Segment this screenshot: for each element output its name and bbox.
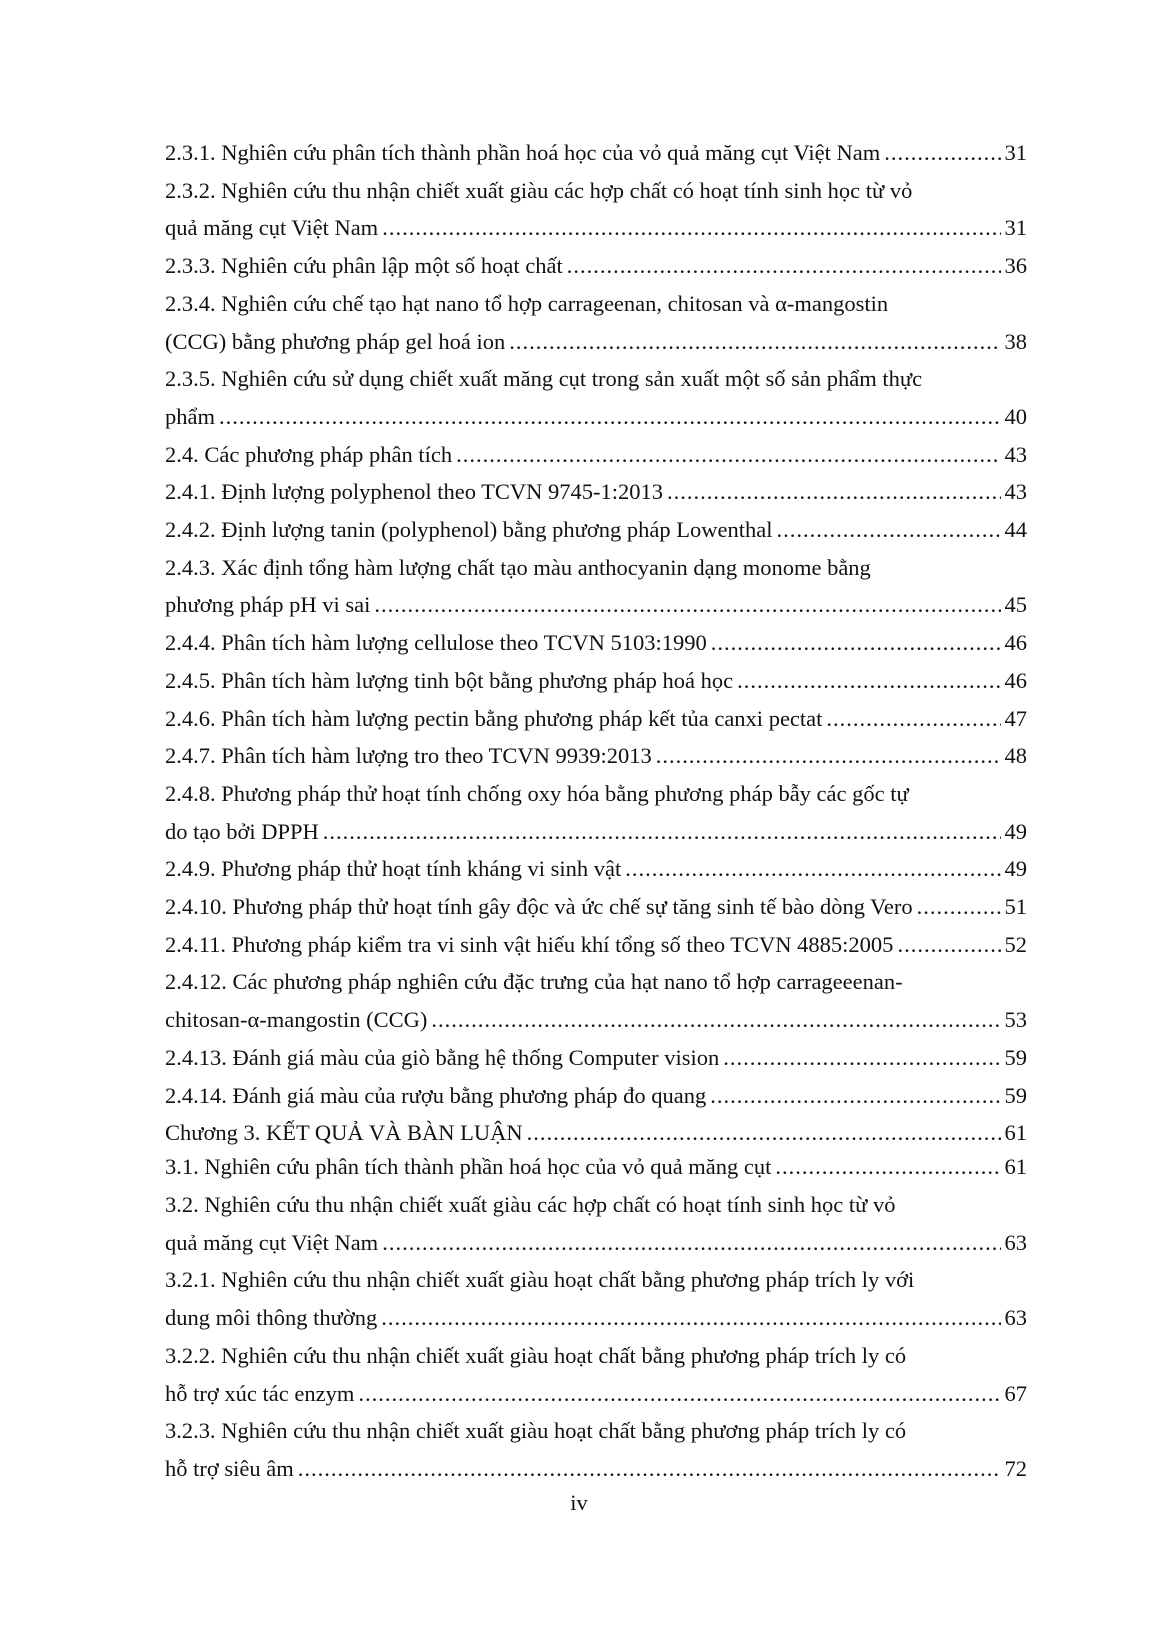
toc-entry-title-line: quả măng cụt Việt Nam — [165, 215, 379, 241]
dot-leader — [723, 1039, 1000, 1077]
toc-entry-title-line: 2.4.2. Định lượng tanin (polyphenol) bằng phương pháp Lowenthal — [165, 517, 773, 543]
toc-entry-title-line: phẩm — [165, 403, 215, 429]
toc-page-number: 67 — [1004, 1380, 1027, 1406]
toc-entry-title-line: 2.3.4. Nghiên cứu chế tạo hạt nano tổ hợp carrageenan, chitosan và α-mangostin — [165, 290, 889, 316]
toc-entry[interactable] — [165, 1412, 1027, 1487]
toc-entry-line — [165, 398, 1027, 436]
toc-entry-line — [165, 1001, 1027, 1039]
toc-page-number: 43 — [1004, 479, 1027, 505]
toc-entry-title-line: 2.4.12. Các phương pháp nghiên cứu đặc trưng của hạt nano tổ hợp carrageeenan- — [165, 969, 903, 995]
toc-entry-title-line: hỗ trợ xúc tác enzym — [165, 1380, 355, 1406]
toc-entry[interactable] — [165, 926, 1027, 964]
toc-entry-line — [165, 888, 1027, 926]
toc-entry-line — [165, 586, 1027, 624]
toc-page-number: 31 — [1004, 215, 1027, 241]
toc-entry-title-line: 2.4.1. Định lượng polyphenol theo TCVN 9745-1:2013 — [165, 479, 664, 505]
toc-entry-line — [165, 209, 1027, 247]
toc-entry-title-line: (CCG) bằng phương pháp gel hoá ion — [165, 328, 506, 354]
toc-entry[interactable] — [165, 1039, 1027, 1077]
toc-entry[interactable] — [165, 285, 1027, 360]
toc-entry[interactable] — [165, 1261, 1027, 1336]
dot-leader — [509, 323, 1000, 361]
toc-entry-title-line: phương pháp pH vi sai — [165, 592, 371, 618]
toc-page-number: 61 — [1004, 1154, 1027, 1180]
dot-leader — [382, 209, 1000, 247]
toc-entry-line — [165, 926, 1027, 964]
dot-leader — [775, 1148, 1000, 1186]
toc-entry-title-line: 2.4.13. Đánh giá màu của giò bằng hệ thống Computer vision — [165, 1044, 720, 1070]
toc-entry-line — [165, 813, 1027, 851]
toc-entry-title-line: dung môi thông thường — [165, 1305, 378, 1331]
toc-page-number: 51 — [1004, 894, 1027, 920]
toc-entry[interactable] — [165, 1148, 1027, 1186]
toc-entry[interactable] — [165, 360, 1027, 435]
toc-entry-title-line: chitosan-α-mangostin (CCG) — [165, 1007, 428, 1033]
dot-leader — [667, 473, 1000, 511]
dot-leader — [298, 1450, 1001, 1488]
toc-page-number: 31 — [1004, 140, 1027, 165]
toc-entry-title-line: 2.4.9. Phương pháp thử hoạt tính kháng vi sinh vật — [165, 856, 622, 882]
dot-leader — [567, 247, 1001, 285]
toc-entry[interactable] — [165, 775, 1027, 850]
dot-leader — [776, 511, 1000, 549]
dot-leader — [358, 1375, 1000, 1413]
toc-page-number: 49 — [1004, 856, 1027, 882]
toc-page-number: 36 — [1004, 253, 1027, 279]
toc-page-number: 46 — [1004, 630, 1027, 656]
toc-entry-line — [165, 1375, 1027, 1413]
toc-entry-line — [165, 1299, 1027, 1337]
dot-leader — [381, 1299, 1000, 1337]
toc-entry-title-line: 2.4.5. Phân tích hàm lượng tinh bột bằng phương pháp hoá học — [165, 667, 734, 693]
toc-entry-title-line: do tạo bởi DPPH — [165, 818, 319, 844]
toc-page-number: 72 — [1004, 1455, 1027, 1481]
dot-leader — [527, 1118, 1001, 1148]
toc-page-number: 63 — [1004, 1229, 1027, 1255]
toc-entry[interactable] — [165, 888, 1027, 926]
toc-page-number: 40 — [1004, 403, 1027, 429]
toc-entry-title-line: 2.4.8. Phương pháp thử hoạt tính chống oxy hóa bằng phương pháp bẫy các gốc tự — [165, 780, 909, 806]
toc-entry[interactable] — [165, 473, 1027, 511]
toc-entry-title-line: 2.3.1. Nghiên cứu phân tích thành phần hoá học của vỏ quả măng cụt Việt Nam — [165, 140, 881, 165]
toc-page-number: 61 — [1004, 1120, 1027, 1146]
toc-entry-line — [165, 473, 1027, 511]
toc-entry[interactable] — [165, 549, 1027, 624]
toc-entry-line — [165, 737, 1027, 775]
toc-page-number: 43 — [1004, 441, 1027, 467]
dot-leader — [737, 662, 1000, 700]
toc-entry-title-line: 2.4.7. Phân tích hàm lượng tro theo TCVN 9939:2013 — [165, 743, 652, 769]
toc-page-number: 38 — [1004, 328, 1027, 354]
dot-leader — [897, 926, 1000, 964]
toc-entry-title-line: 2.4.14. Đánh giá màu của rượu bằng phương pháp đo quang — [165, 1082, 707, 1108]
toc-page-number: 47 — [1004, 705, 1027, 731]
toc-entry[interactable] — [165, 624, 1027, 662]
toc-entry[interactable] — [165, 700, 1027, 738]
toc-entry[interactable] — [165, 963, 1027, 1038]
dot-leader — [710, 1077, 1000, 1115]
toc-entry[interactable] — [165, 737, 1027, 775]
toc-page-number: 44 — [1004, 517, 1027, 543]
toc-entry-title-line: 2.4.11. Phương pháp kiểm tra vi sinh vật hiếu khí tổng số theo TCVN 4885:2005 — [165, 931, 894, 957]
toc-entry-title-line: Chương 3. KẾT QUẢ VÀ BÀN LUẬN — [165, 1120, 523, 1146]
toc-entry[interactable] — [165, 850, 1027, 888]
toc-entry-title-line: 2.4.4. Phân tích hàm lượng cellulose theo TCVN 5103:1990 — [165, 630, 707, 656]
toc-entry[interactable] — [165, 1077, 1027, 1115]
toc-entry-line — [165, 624, 1027, 662]
toc-page-number: 49 — [1004, 818, 1027, 844]
toc-entry-title-line: 2.4.10. Phương pháp thử hoạt tính gây độc và ức chế sự tăng sinh tế bào dòng Vero — [165, 894, 913, 920]
toc-entry-line — [165, 850, 1027, 888]
toc-page-number: 59 — [1004, 1044, 1027, 1070]
toc-entry-title-line: 3.2.2. Nghiên cứu thu nhận chiết xuất giàu hoạt chất bằng phương pháp trích ly có — [165, 1342, 907, 1368]
toc-entry[interactable] — [165, 436, 1027, 474]
dot-leader — [656, 737, 1001, 775]
toc-entry-line — [165, 662, 1027, 700]
toc-entry-line — [165, 1039, 1027, 1077]
dot-leader — [625, 850, 1000, 888]
toc-entry-line — [165, 436, 1027, 474]
toc-entry-line — [165, 1224, 1027, 1262]
toc-entry[interactable] — [165, 1118, 1027, 1148]
toc-entry-title-line: hỗ trợ siêu âm — [165, 1455, 294, 1481]
toc-entry-title-line: 2.3.3. Nghiên cứu phân lập một số hoạt chất — [165, 253, 563, 279]
toc-entry[interactable] — [165, 134, 1027, 172]
toc-entry-title-line: 2.4. Các phương pháp phân tích — [165, 441, 453, 467]
toc-entry-title-line: 3.2. Nghiên cứu thu nhận chiết xuất giàu các hợp chất có hoạt tính sinh học từ vỏ — [165, 1191, 896, 1217]
toc-entry[interactable] — [165, 1186, 1027, 1261]
toc-page-number: 46 — [1004, 667, 1027, 693]
toc-entry[interactable] — [165, 172, 1027, 247]
toc-entry-title-line: 3.2.3. Nghiên cứu thu nhận chiết xuất giàu hoạt chất bằng phương pháp trích ly có — [165, 1418, 907, 1444]
toc-entry-line — [165, 1077, 1027, 1115]
toc-entry-title-line: quả măng cụt Việt Nam — [165, 1229, 379, 1255]
toc-entry-line — [165, 700, 1027, 738]
dot-leader — [382, 1224, 1000, 1262]
dot-leader — [917, 888, 1001, 926]
toc-entry-line — [165, 1118, 1027, 1148]
toc-entry-line — [165, 323, 1027, 361]
toc-entry[interactable] — [165, 662, 1027, 700]
toc-page-number: 48 — [1004, 743, 1027, 769]
toc-entry-line — [165, 1450, 1027, 1488]
toc-page-number: 63 — [1004, 1305, 1027, 1331]
toc-page-number: 52 — [1004, 931, 1027, 957]
toc-entry-line — [165, 134, 1027, 172]
toc-entry-title-line: 2.4.6. Phân tích hàm lượng pectin bằng phương pháp kết tủa canxi pectat — [165, 705, 823, 731]
dot-leader — [323, 813, 1001, 851]
toc-entry-line — [165, 1148, 1027, 1186]
toc-entry[interactable] — [165, 247, 1027, 285]
toc-page-number: 59 — [1004, 1082, 1027, 1108]
page-number: iv — [570, 1490, 588, 1515]
toc-page-number: 53 — [1004, 1007, 1027, 1033]
dot-leader — [374, 586, 1000, 624]
dot-leader — [456, 436, 1000, 474]
toc-entry[interactable] — [165, 1337, 1027, 1412]
dot-leader — [884, 134, 1000, 172]
dot-leader — [219, 398, 1001, 436]
toc-entry-title-line: 3.2.1. Nghiên cứu thu nhận chiết xuất giàu hoạt chất bằng phương pháp trích ly với — [165, 1267, 915, 1293]
dot-leader — [431, 1001, 1000, 1039]
toc-entry-title-line: 2.4.3. Xác định tổng hàm lượng chất tạo màu anthocyanin dạng monome bằng — [165, 554, 871, 580]
dot-leader — [711, 624, 1001, 662]
dot-leader — [826, 700, 1000, 738]
toc-entry-line — [165, 511, 1027, 549]
toc-entry-title-line: 3.1. Nghiên cứu phân tích thành phần hoá học của vỏ quả măng cụt — [165, 1154, 772, 1180]
table-of-contents — [165, 134, 1027, 1488]
toc-page-number: 45 — [1004, 592, 1027, 618]
toc-entry-line — [165, 247, 1027, 285]
toc-entry-title-line: 2.3.2. Nghiên cứu thu nhận chiết xuất giàu các hợp chất có hoạt tính sinh học từ vỏ — [165, 177, 913, 203]
toc-entry-title-line: 2.3.5. Nghiên cứu sử dụng chiết xuất măng cụt trong sản xuất một số sản phẩm thực — [165, 366, 923, 392]
toc-entry[interactable] — [165, 511, 1027, 549]
